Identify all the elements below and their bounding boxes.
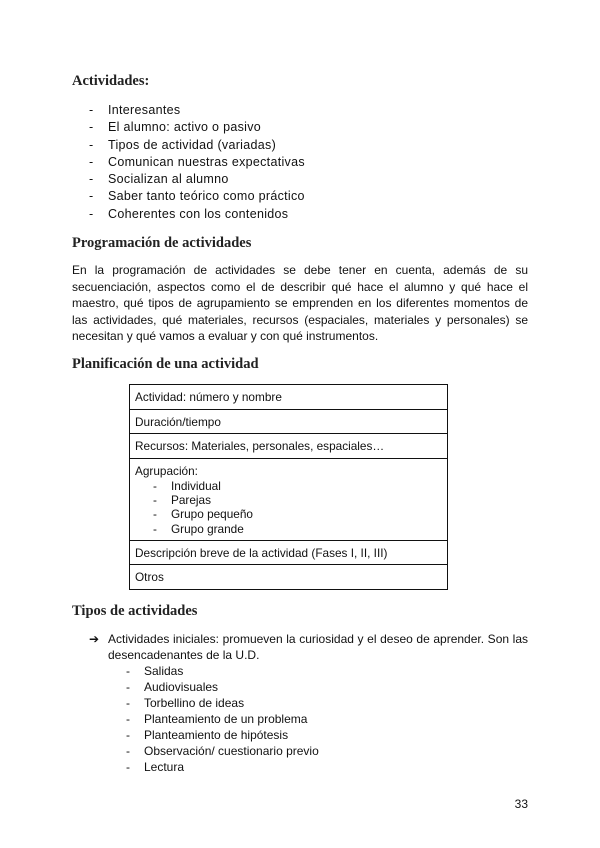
heading-planificacion: Planificación de una actividad bbox=[72, 356, 259, 372]
list-item: - Saber tanto teórico como práctico bbox=[72, 188, 305, 205]
list-item: - Grupo pequeño bbox=[135, 507, 442, 521]
document-page bbox=[72, 0, 528, 848]
page-number: 33 bbox=[514, 797, 528, 811]
heading-tipos: Tipos de actividades bbox=[72, 603, 198, 619]
arrow-list-item bbox=[89, 631, 528, 663]
row-duracion: Duración/tiempo bbox=[130, 409, 448, 434]
list-item: - Torbellino de ideas bbox=[108, 695, 319, 711]
actividades-list bbox=[72, 102, 305, 223]
agrupacion-label: Agrupación: bbox=[135, 463, 198, 478]
list-item: - Tipos de actividad (variadas) bbox=[72, 137, 305, 154]
list-item: - Lectura bbox=[108, 759, 319, 775]
list-item: - Coherentes con los contenidos bbox=[72, 206, 305, 223]
agrupacion-list bbox=[135, 479, 442, 536]
list-item: - Salidas bbox=[108, 663, 319, 679]
list-item: - Grupo grande bbox=[135, 522, 442, 536]
list-item: - Interesantes bbox=[72, 102, 305, 119]
list-item: - Individual bbox=[135, 479, 442, 493]
programacion-paragraph: En la programación de actividades se debe tener en cuenta, además de su secuenciación, aspectos como el de describir qué hace el alumno y qué hace el maestro, qué tipos de agrupamiento se emprenden en los diferentes momentos de las actividades, qué materiales, recursos (espaciales, materiales y personales) se necesitan y qué vamos a evaluar y con qué instrumentos. bbox=[72, 263, 528, 344]
heading-actividades: Actividades: bbox=[72, 73, 150, 89]
arrow-item-text: Actividades iniciales: promueven la curiosidad y el deseo de aprender. Son las desencadenantes de la U.D. bbox=[108, 632, 528, 662]
row-recursos: Recursos: Materiales, personales, espaciales… bbox=[130, 434, 448, 459]
planificacion-table bbox=[129, 384, 448, 590]
list-item: - Audiovisuales bbox=[108, 679, 319, 695]
arrow-right-icon: ➔ bbox=[89, 632, 100, 646]
row-otros: Otros bbox=[130, 565, 448, 590]
row-descripcion: Descripción breve de la actividad (Fases I, II, III) bbox=[130, 540, 448, 565]
list-item: - Comunican nuestras expectativas bbox=[72, 154, 305, 171]
heading-programacion: Programación de actividades bbox=[72, 235, 252, 251]
row-actividad: Actividad: número y nombre bbox=[130, 385, 448, 410]
list-item: - Planteamiento de un problema bbox=[108, 711, 319, 727]
list-item: - Parejas bbox=[135, 493, 442, 507]
list-item: - Planteamiento de hipótesis bbox=[108, 727, 319, 743]
tipos-sublist bbox=[108, 663, 319, 775]
list-item: - El alumno: activo o pasivo bbox=[72, 119, 305, 136]
row-agrupacion bbox=[130, 458, 448, 540]
list-item: - Socializan al alumno bbox=[72, 171, 305, 188]
list-item: - Observación/ cuestionario previo bbox=[108, 743, 319, 759]
